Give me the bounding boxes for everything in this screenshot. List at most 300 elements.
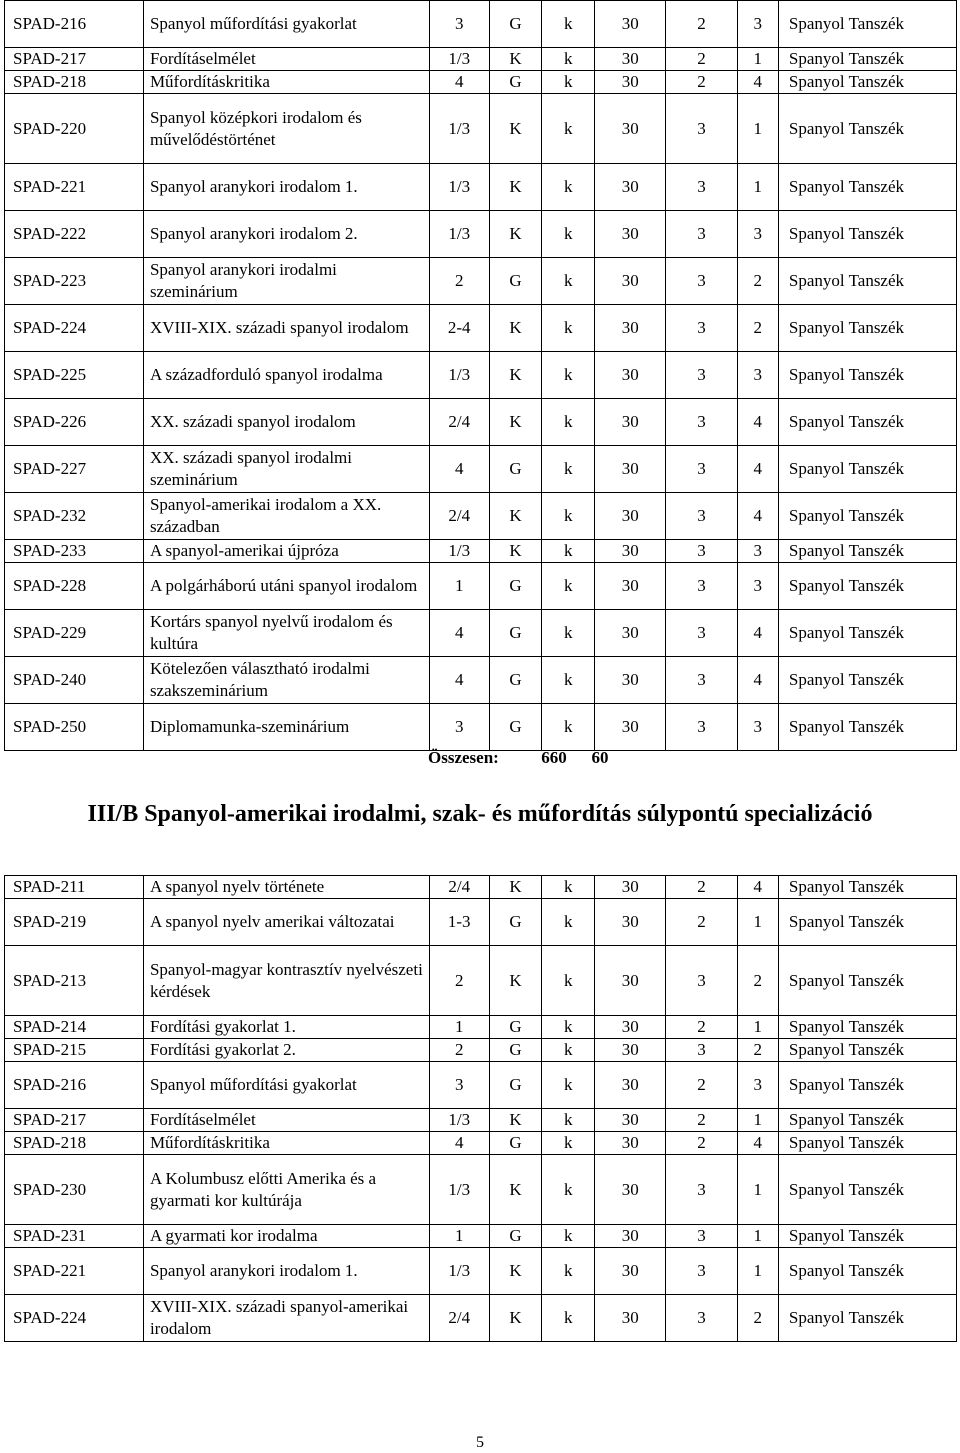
course-evaluation: k (542, 48, 595, 71)
course-department: Spanyol Tanszék (778, 1039, 956, 1062)
course-recommended-semester: 4 (737, 876, 778, 899)
course-recommended-semester: 3 (737, 1062, 778, 1109)
course-evaluation: k (542, 211, 595, 258)
total-hours: 660 (541, 748, 567, 767)
table-row (5, 164, 957, 211)
course-code: SPAD-217 (5, 48, 144, 71)
course-code: SPAD-233 (5, 540, 144, 563)
course-recommended-semester: 2 (737, 258, 778, 305)
course-name: Kötelezően választható irodalmi szakszeminárium (143, 657, 429, 704)
total-label: Összesen: (428, 748, 499, 767)
course-department: Spanyol Tanszék (778, 493, 956, 540)
course-semester: 2 (429, 1039, 489, 1062)
course-hours: 30 (595, 1132, 666, 1155)
course-recommended-semester: 1 (737, 1155, 778, 1225)
course-code: SPAD-213 (5, 946, 144, 1016)
course-code: SPAD-228 (5, 563, 144, 610)
course-hours: 30 (595, 563, 666, 610)
course-recommended-semester: 4 (737, 399, 778, 446)
course-credit: 2 (666, 71, 737, 94)
course-code: SPAD-218 (5, 1132, 144, 1155)
course-semester: 2/4 (429, 876, 489, 899)
course-semester: 1 (429, 1016, 489, 1039)
course-code: SPAD-231 (5, 1225, 144, 1248)
course-name: Spanyol-amerikai irodalom a XX. században (143, 493, 429, 540)
course-hours: 30 (595, 876, 666, 899)
course-credit: 2 (666, 1109, 737, 1132)
course-hours: 30 (595, 48, 666, 71)
course-credit: 3 (666, 1248, 737, 1295)
course-code: SPAD-211 (5, 876, 144, 899)
course-name: Kortárs spanyol nyelvű irodalom és kultúra (143, 610, 429, 657)
course-department: Spanyol Tanszék (778, 1109, 956, 1132)
course-code: SPAD-217 (5, 1109, 144, 1132)
course-credit: 2 (666, 48, 737, 71)
course-table-specialization-body (5, 876, 957, 1342)
course-credit: 2 (666, 876, 737, 899)
course-evaluation: k (542, 610, 595, 657)
course-recommended-semester: 3 (737, 704, 778, 751)
course-department: Spanyol Tanszék (778, 1295, 956, 1342)
course-evaluation: k (542, 704, 595, 751)
course-semester: 2/4 (429, 1295, 489, 1342)
course-type: G (489, 1132, 542, 1155)
course-credit: 2 (666, 1016, 737, 1039)
course-table-main (4, 0, 957, 751)
course-credit: 3 (666, 704, 737, 751)
course-hours: 30 (595, 1016, 666, 1039)
course-type: G (489, 1, 542, 48)
course-type: K (489, 540, 542, 563)
section-heading: III/B Spanyol-amerikai irodalmi, szak- és műfordítás súlypontú specializáció (87, 801, 873, 827)
course-recommended-semester: 3 (737, 1, 778, 48)
table-row (5, 540, 957, 563)
course-credit: 3 (666, 1039, 737, 1062)
course-name: XX. századi spanyol irodalom (143, 399, 429, 446)
course-semester: 3 (429, 1062, 489, 1109)
course-type: K (489, 211, 542, 258)
course-hours: 30 (595, 258, 666, 305)
course-code: SPAD-225 (5, 352, 144, 399)
course-evaluation: k (542, 352, 595, 399)
course-semester: 1/3 (429, 1109, 489, 1132)
table-row (5, 211, 957, 258)
course-name: Spanyol aranykori irodalmi szeminárium (143, 258, 429, 305)
course-name: Spanyol aranykori irodalom 2. (143, 211, 429, 258)
course-name: XVIII-XIX. századi spanyol irodalom (143, 305, 429, 352)
course-recommended-semester: 3 (737, 211, 778, 258)
course-recommended-semester: 2 (737, 305, 778, 352)
course-credit: 3 (666, 540, 737, 563)
course-credit: 3 (666, 1155, 737, 1225)
total-credits: 60 (591, 748, 609, 767)
course-code: SPAD-216 (5, 1, 144, 48)
table-row (5, 1295, 957, 1342)
course-table-main-body (5, 1, 957, 751)
course-recommended-semester: 4 (737, 71, 778, 94)
course-hours: 30 (595, 1062, 666, 1109)
course-department: Spanyol Tanszék (778, 657, 956, 704)
course-hours: 30 (595, 1109, 666, 1132)
course-type: G (489, 899, 542, 946)
course-hours: 30 (595, 704, 666, 751)
course-department: Spanyol Tanszék (778, 164, 956, 211)
course-recommended-semester: 4 (737, 610, 778, 657)
course-credit: 3 (666, 563, 737, 610)
course-department: Spanyol Tanszék (778, 1016, 956, 1039)
course-hours: 30 (595, 71, 666, 94)
course-evaluation: k (542, 1, 595, 48)
course-type: K (489, 399, 542, 446)
course-name: Fordításelmélet (143, 48, 429, 71)
course-name: XX. századi spanyol irodalmi szeminárium (143, 446, 429, 493)
course-evaluation: k (542, 876, 595, 899)
course-code: SPAD-227 (5, 446, 144, 493)
course-semester: 1/3 (429, 352, 489, 399)
table-row (5, 704, 957, 751)
course-recommended-semester: 1 (737, 1248, 778, 1295)
table-row (5, 71, 957, 94)
course-code: SPAD-250 (5, 704, 144, 751)
course-evaluation: k (542, 94, 595, 164)
table-row (5, 1062, 957, 1109)
course-semester: 3 (429, 704, 489, 751)
course-hours: 30 (595, 1248, 666, 1295)
course-code: SPAD-214 (5, 1016, 144, 1039)
course-credit: 3 (666, 211, 737, 258)
course-credit: 3 (666, 164, 737, 211)
course-type: G (489, 704, 542, 751)
table-row (5, 1039, 957, 1062)
course-type: G (489, 446, 542, 493)
course-credit: 2 (666, 1062, 737, 1109)
course-semester: 2 (429, 946, 489, 1016)
course-recommended-semester: 2 (737, 1295, 778, 1342)
course-department: Spanyol Tanszék (778, 399, 956, 446)
course-semester: 1/3 (429, 1248, 489, 1295)
course-table-specialization (4, 875, 957, 1342)
course-evaluation: k (542, 1248, 595, 1295)
course-department: Spanyol Tanszék (778, 1248, 956, 1295)
course-type: K (489, 493, 542, 540)
course-code: SPAD-230 (5, 1155, 144, 1225)
course-semester: 2-4 (429, 305, 489, 352)
course-recommended-semester: 1 (737, 164, 778, 211)
course-evaluation: k (542, 493, 595, 540)
course-semester: 1 (429, 563, 489, 610)
course-name: Spanyol műfordítási gyakorlat (143, 1, 429, 48)
course-credit: 3 (666, 352, 737, 399)
course-hours: 30 (595, 657, 666, 704)
course-evaluation: k (542, 305, 595, 352)
course-department: Spanyol Tanszék (778, 446, 956, 493)
course-type: G (489, 1016, 542, 1039)
course-name: Spanyol aranykori irodalom 1. (143, 1248, 429, 1295)
course-recommended-semester: 4 (737, 446, 778, 493)
course-department: Spanyol Tanszék (778, 48, 956, 71)
course-department: Spanyol Tanszék (778, 1, 956, 48)
table-row (5, 657, 957, 704)
course-type: K (489, 1248, 542, 1295)
course-name: A századforduló spanyol irodalma (143, 352, 429, 399)
table-row (5, 1016, 957, 1039)
course-hours: 30 (595, 1039, 666, 1062)
table-row (5, 1155, 957, 1225)
course-department: Spanyol Tanszék (778, 1132, 956, 1155)
course-hours: 30 (595, 946, 666, 1016)
course-recommended-semester: 3 (737, 563, 778, 610)
course-recommended-semester: 3 (737, 540, 778, 563)
course-type: G (489, 610, 542, 657)
course-name: Fordításelmélet (143, 1109, 429, 1132)
course-evaluation: k (542, 71, 595, 94)
course-code: SPAD-220 (5, 94, 144, 164)
course-recommended-semester: 4 (737, 1132, 778, 1155)
course-code: SPAD-240 (5, 657, 144, 704)
course-code: SPAD-215 (5, 1039, 144, 1062)
course-recommended-semester: 2 (737, 946, 778, 1016)
course-hours: 30 (595, 540, 666, 563)
course-semester: 1/3 (429, 540, 489, 563)
course-type: G (489, 1062, 542, 1109)
course-code: SPAD-222 (5, 211, 144, 258)
course-department: Spanyol Tanszék (778, 71, 956, 94)
table-row (5, 446, 957, 493)
table-row (5, 899, 957, 946)
course-credit: 3 (666, 610, 737, 657)
course-name: Műfordításkritika (143, 1132, 429, 1155)
course-code: SPAD-224 (5, 1295, 144, 1342)
course-name: Spanyol aranykori irodalom 1. (143, 164, 429, 211)
course-credit: 3 (666, 657, 737, 704)
course-department: Spanyol Tanszék (778, 704, 956, 751)
course-code: SPAD-224 (5, 305, 144, 352)
course-name: A gyarmati kor irodalma (143, 1225, 429, 1248)
page-number: 5 (476, 1434, 484, 1451)
course-name: A Kolumbusz előtti Amerika és a gyarmati kor kultúrája (143, 1155, 429, 1225)
course-evaluation: k (542, 446, 595, 493)
table-row (5, 493, 957, 540)
table-row (5, 94, 957, 164)
table-row (5, 946, 957, 1016)
course-hours: 30 (595, 1155, 666, 1225)
course-evaluation: k (542, 1039, 595, 1062)
course-credit: 2 (666, 1132, 737, 1155)
course-name: A spanyol nyelv története (143, 876, 429, 899)
course-hours: 30 (595, 493, 666, 540)
course-credit: 3 (666, 446, 737, 493)
course-evaluation: k (542, 1295, 595, 1342)
course-department: Spanyol Tanszék (778, 540, 956, 563)
course-hours: 30 (595, 899, 666, 946)
course-evaluation: k (542, 164, 595, 211)
course-evaluation: k (542, 1132, 595, 1155)
course-recommended-semester: 3 (737, 352, 778, 399)
course-hours: 30 (595, 446, 666, 493)
course-department: Spanyol Tanszék (778, 946, 956, 1016)
course-evaluation: k (542, 1109, 595, 1132)
course-type: G (489, 657, 542, 704)
course-type: K (489, 94, 542, 164)
table-row (5, 610, 957, 657)
course-semester: 2/4 (429, 399, 489, 446)
course-credit: 3 (666, 946, 737, 1016)
course-semester: 4 (429, 446, 489, 493)
course-name: Diplomamunka-szeminárium (143, 704, 429, 751)
table-row (5, 352, 957, 399)
course-evaluation: k (542, 1016, 595, 1039)
course-department: Spanyol Tanszék (778, 352, 956, 399)
course-evaluation: k (542, 899, 595, 946)
total-row (428, 748, 620, 768)
course-code: SPAD-223 (5, 258, 144, 305)
course-type: K (489, 352, 542, 399)
table-row (5, 258, 957, 305)
course-name: A polgárháború utáni spanyol irodalom (143, 563, 429, 610)
table-row (5, 563, 957, 610)
course-semester: 4 (429, 657, 489, 704)
course-department: Spanyol Tanszék (778, 211, 956, 258)
course-type: G (489, 258, 542, 305)
course-evaluation: k (542, 657, 595, 704)
table-row (5, 399, 957, 446)
course-type: G (489, 71, 542, 94)
course-hours: 30 (595, 352, 666, 399)
table-row (5, 1225, 957, 1248)
course-evaluation: k (542, 258, 595, 305)
course-semester: 1 (429, 1225, 489, 1248)
course-code: SPAD-221 (5, 1248, 144, 1295)
table-row (5, 1, 957, 48)
course-type: K (489, 1155, 542, 1225)
course-name: A spanyol-amerikai újpróza (143, 540, 429, 563)
course-credit: 3 (666, 305, 737, 352)
course-type: K (489, 1109, 542, 1132)
course-semester: 2 (429, 258, 489, 305)
course-type: G (489, 1039, 542, 1062)
course-semester: 4 (429, 71, 489, 94)
course-department: Spanyol Tanszék (778, 563, 956, 610)
course-evaluation: k (542, 1155, 595, 1225)
course-name: Műfordításkritika (143, 71, 429, 94)
course-recommended-semester: 1 (737, 94, 778, 164)
course-name: Spanyol középkori irodalom és művelődéstörténet (143, 94, 429, 164)
course-semester: 4 (429, 610, 489, 657)
course-hours: 30 (595, 94, 666, 164)
course-type: G (489, 563, 542, 610)
course-department: Spanyol Tanszék (778, 305, 956, 352)
course-hours: 30 (595, 211, 666, 258)
course-department: Spanyol Tanszék (778, 258, 956, 305)
course-evaluation: k (542, 563, 595, 610)
course-recommended-semester: 1 (737, 1016, 778, 1039)
course-type: G (489, 1225, 542, 1248)
course-evaluation: k (542, 1225, 595, 1248)
course-recommended-semester: 4 (737, 493, 778, 540)
course-hours: 30 (595, 1, 666, 48)
course-hours: 30 (595, 1295, 666, 1342)
course-type: K (489, 946, 542, 1016)
course-hours: 30 (595, 610, 666, 657)
course-credit: 2 (666, 1, 737, 48)
course-credit: 2 (666, 899, 737, 946)
course-semester: 1/3 (429, 94, 489, 164)
course-type: K (489, 876, 542, 899)
course-credit: 3 (666, 1225, 737, 1248)
course-department: Spanyol Tanszék (778, 899, 956, 946)
course-recommended-semester: 4 (737, 657, 778, 704)
course-credit: 3 (666, 399, 737, 446)
course-department: Spanyol Tanszék (778, 610, 956, 657)
course-evaluation: k (542, 399, 595, 446)
course-semester: 4 (429, 1132, 489, 1155)
course-type: K (489, 164, 542, 211)
course-hours: 30 (595, 305, 666, 352)
course-semester: 3 (429, 1, 489, 48)
course-code: SPAD-221 (5, 164, 144, 211)
course-credit: 3 (666, 94, 737, 164)
course-name: Fordítási gyakorlat 1. (143, 1016, 429, 1039)
table-row (5, 1248, 957, 1295)
course-credit: 3 (666, 493, 737, 540)
course-credit: 3 (666, 1295, 737, 1342)
course-evaluation: k (542, 540, 595, 563)
course-hours: 30 (595, 164, 666, 211)
course-name: A spanyol nyelv amerikai változatai (143, 899, 429, 946)
course-type: K (489, 305, 542, 352)
course-code: SPAD-219 (5, 899, 144, 946)
course-hours: 30 (595, 399, 666, 446)
course-department: Spanyol Tanszék (778, 1062, 956, 1109)
course-recommended-semester: 1 (737, 48, 778, 71)
course-recommended-semester: 1 (737, 1109, 778, 1132)
table-row (5, 1109, 957, 1132)
course-type: K (489, 48, 542, 71)
course-code: SPAD-229 (5, 610, 144, 657)
course-name: Spanyol-magyar kontrasztív nyelvészeti kérdések (143, 946, 429, 1016)
course-hours: 30 (595, 1225, 666, 1248)
course-department: Spanyol Tanszék (778, 1225, 956, 1248)
course-evaluation: k (542, 946, 595, 1016)
course-recommended-semester: 2 (737, 1039, 778, 1062)
course-semester: 1-3 (429, 899, 489, 946)
course-semester: 1/3 (429, 48, 489, 71)
table-row (5, 305, 957, 352)
table-row (5, 1132, 957, 1155)
course-department: Spanyol Tanszék (778, 876, 956, 899)
course-recommended-semester: 1 (737, 899, 778, 946)
course-name: Spanyol műfordítási gyakorlat (143, 1062, 429, 1109)
course-type: K (489, 1295, 542, 1342)
course-code: SPAD-232 (5, 493, 144, 540)
course-semester: 1/3 (429, 164, 489, 211)
table-row (5, 876, 957, 899)
course-department: Spanyol Tanszék (778, 94, 956, 164)
course-semester: 1/3 (429, 1155, 489, 1225)
course-credit: 3 (666, 258, 737, 305)
course-evaluation: k (542, 1062, 595, 1109)
course-code: SPAD-216 (5, 1062, 144, 1109)
course-code: SPAD-218 (5, 71, 144, 94)
course-code: SPAD-226 (5, 399, 144, 446)
course-name: XVIII-XIX. századi spanyol-amerikai irodalom (143, 1295, 429, 1342)
course-semester: 2/4 (429, 493, 489, 540)
course-semester: 1/3 (429, 211, 489, 258)
course-name: Fordítási gyakorlat 2. (143, 1039, 429, 1062)
course-recommended-semester: 1 (737, 1225, 778, 1248)
table-row (5, 48, 957, 71)
course-department: Spanyol Tanszék (778, 1155, 956, 1225)
